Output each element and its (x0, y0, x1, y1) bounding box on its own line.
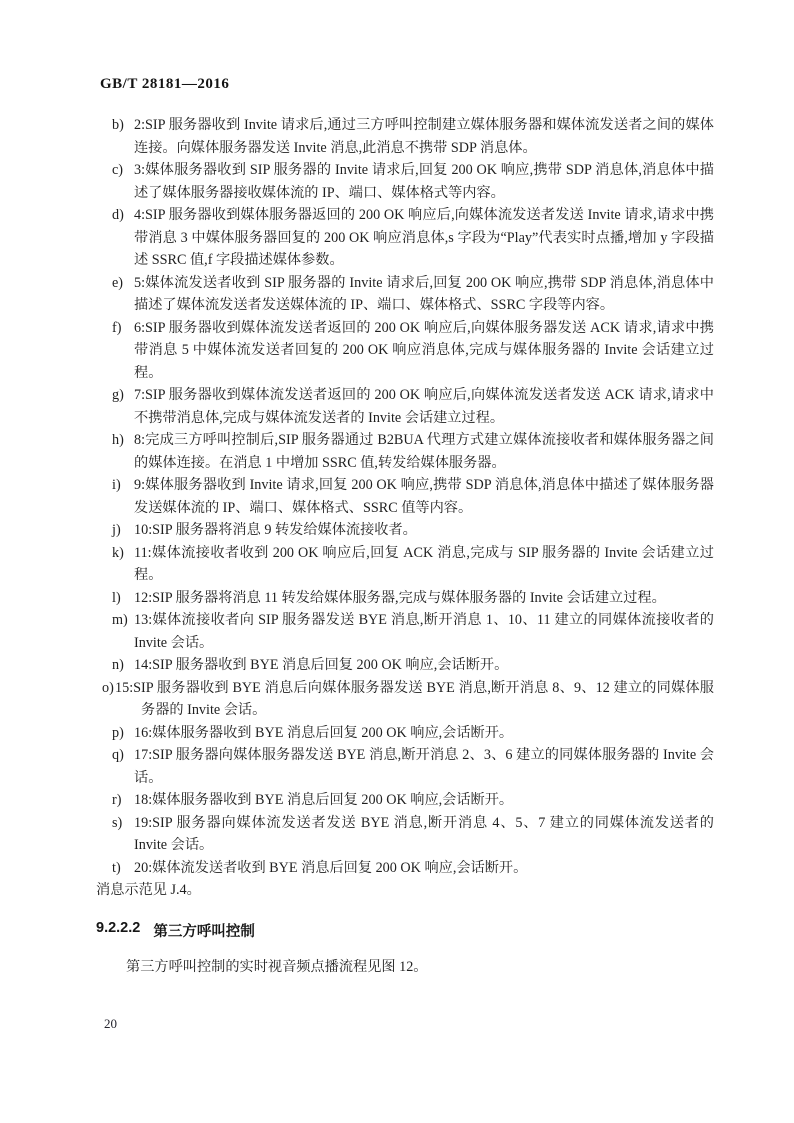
list-item-text: 3:媒体服务器收到 SIP 服务器的 Invite 请求后,回复 200 OK 响应,携带 SDP 消息体,消息体中描述了媒体服务器接收媒体流的 IP、端口、媒体格式等内容。 (134, 162, 714, 201)
page-number: 20 (104, 1016, 117, 1031)
doc-number-header: GB/T 28181—2016 (100, 76, 230, 92)
list-item-label: c) (112, 162, 124, 178)
list-item-text: 20:媒体流发送者收到 BYE 消息后回复 200 OK 响应,会话断开。 (134, 859, 528, 876)
list-item-text: 19:SIP 服务器向媒体流发送者发送 BYE 消息,断开消息 4、5、7 建立的同媒体流发送者的 Invite 会话。 (134, 814, 714, 853)
section-title: 第三方呼叫控制 (153, 923, 255, 940)
page-content (96, 114, 714, 978)
list-item (112, 429, 714, 474)
list-item (112, 654, 714, 677)
list-item-label: e) (112, 274, 124, 291)
list-item (112, 609, 714, 654)
list-item-label: d) (112, 207, 124, 223)
section-heading (96, 920, 714, 941)
section-paragraph: 第三方呼叫控制的实时视音频点播流程见图 12。 (126, 958, 428, 975)
closing-note: 消息示范见 J.4。 (96, 882, 201, 898)
list-item-text: 14:SIP 服务器收到 BYE 消息后回复 200 OK 响应,会话断开。 (134, 657, 509, 673)
list-item-text: 16:媒体服务器收到 BYE 消息后回复 200 OK 响应,会话断开。 (134, 724, 514, 741)
list-item (112, 159, 714, 204)
list-item-label: j) (112, 522, 121, 538)
list-item-label: g) (112, 387, 124, 403)
list-item-label: t) (112, 859, 121, 876)
list-item-label: i) (112, 477, 121, 493)
list-item (112, 317, 714, 385)
list-item-label: f) (112, 319, 122, 336)
list-item-text: 7:SIP 服务器收到媒体流发送者返回的 200 OK 响应后,向媒体流发送者发送 ACK 请求,请求中不携带消息体,完成与媒体流发送者的 Invite 会话建立过程。 (134, 387, 714, 426)
list-item-text: 15:SIP 服务器收到 BYE 消息后向媒体服务器发送 BYE 消息,断开消息 8、9、12 建立的同媒体服务器的 Invite 会话。 (115, 679, 714, 718)
list-item (112, 272, 714, 317)
list-item (112, 857, 714, 880)
list-item (112, 474, 714, 519)
procedure-list (96, 114, 714, 879)
list-item-text: 6:SIP 服务器收到媒体流发送者返回的 200 OK 响应后,向媒体服务器发送 ACK 请求,请求中携带消息 5 中媒体流发送者回复的 200 OK 响应消息体,完成与媒体服务器的 Invite 会话建立过程。 (134, 319, 714, 381)
list-item-text: 9:媒体服务器收到 Invite 请求,回复 200 OK 响应,携带 SDP 消息体,消息体中描述了媒体服务器发送媒体流的 IP、端口、媒体格式、SSRC 值等内容。 (134, 477, 714, 516)
list-item-label: s) (112, 814, 123, 831)
list-item-text: 5:媒体流发送者收到 SIP 服务器的 Invite 请求后,回复 200 OK 响应,携带 SDP 消息体,消息体中描述了媒体流发送者发送媒体流的 IP、端口、媒体格式、SSRC 字段等内容。 (134, 274, 714, 313)
section-number: 9.2.2.2 (96, 919, 141, 936)
list-item-text: 8:完成三方呼叫控制后,SIP 服务器通过 B2BUA 代理方式建立媒体流接收者和媒体服务器之间的媒体连接。在消息 1 中增加 SSRC 值,转发给媒体服务器。 (134, 432, 714, 471)
list-item-text: 12:SIP 服务器将消息 11 转发给媒体服务器,完成与媒体服务器的 Invite 会话建立过程。 (134, 589, 666, 606)
list-item-label: p) (112, 724, 124, 741)
list-item (112, 114, 714, 159)
list-item-label: n) (112, 657, 124, 673)
list-item-text: 4:SIP 服务器收到媒体服务器返回的 200 OK 响应后,向媒体流发送者发送 Invite 请求,请求中携带消息 3 中媒体服务器回复的 200 OK 响应消息体,s 字段为“Play”代表实时点播,增加 y 字段描述 SSRC 值,f 字段描述媒体参数。 (134, 207, 714, 268)
list-item (112, 744, 714, 789)
list-item-label: l) (112, 589, 121, 606)
list-item-label: b) (112, 117, 124, 133)
list-item (112, 519, 714, 542)
list-item-text: 2:SIP 服务器收到 Invite 请求后,通过三方呼叫控制建立媒体服务器和媒体流发送者之间的媒体连接。向媒体服务器发送 Invite 消息,此消息不携带 SDP 消息体。 (134, 117, 714, 156)
list-item (112, 587, 714, 610)
list-item (102, 677, 714, 722)
list-item-label: r) (112, 792, 122, 808)
list-item-label: h) (112, 432, 124, 448)
list-item-label: k) (112, 544, 124, 561)
list-item (112, 542, 714, 587)
list-item-text: 13:媒体流接收者向 SIP 服务器发送 BYE 消息,断开消息 1、10、11 建立的同媒体流接收者的 Invite 会话。 (134, 612, 714, 651)
list-item-text: 11:媒体流接收者收到 200 OK 响应后,回复 ACK 消息,完成与 SIP 服务器的 Invite 会话建立过程。 (134, 544, 714, 583)
list-item (112, 204, 714, 272)
list-item-text: 18:媒体服务器收到 BYE 消息后回复 200 OK 响应,会话断开。 (134, 792, 514, 808)
list-item (112, 812, 714, 857)
list-item (112, 722, 714, 745)
list-item-text: 10:SIP 服务器将消息 9 转发给媒体流接收者。 (134, 522, 417, 538)
list-item (112, 789, 714, 812)
list-item-text: 17:SIP 服务器向媒体服务器发送 BYE 消息,断开消息 2、3、6 建立的同媒体服务器的 Invite 会话。 (134, 747, 714, 786)
list-item-label: o) (102, 679, 114, 696)
list-item-label: m) (112, 612, 128, 628)
list-item-label: q) (112, 747, 124, 763)
list-item (112, 384, 714, 429)
